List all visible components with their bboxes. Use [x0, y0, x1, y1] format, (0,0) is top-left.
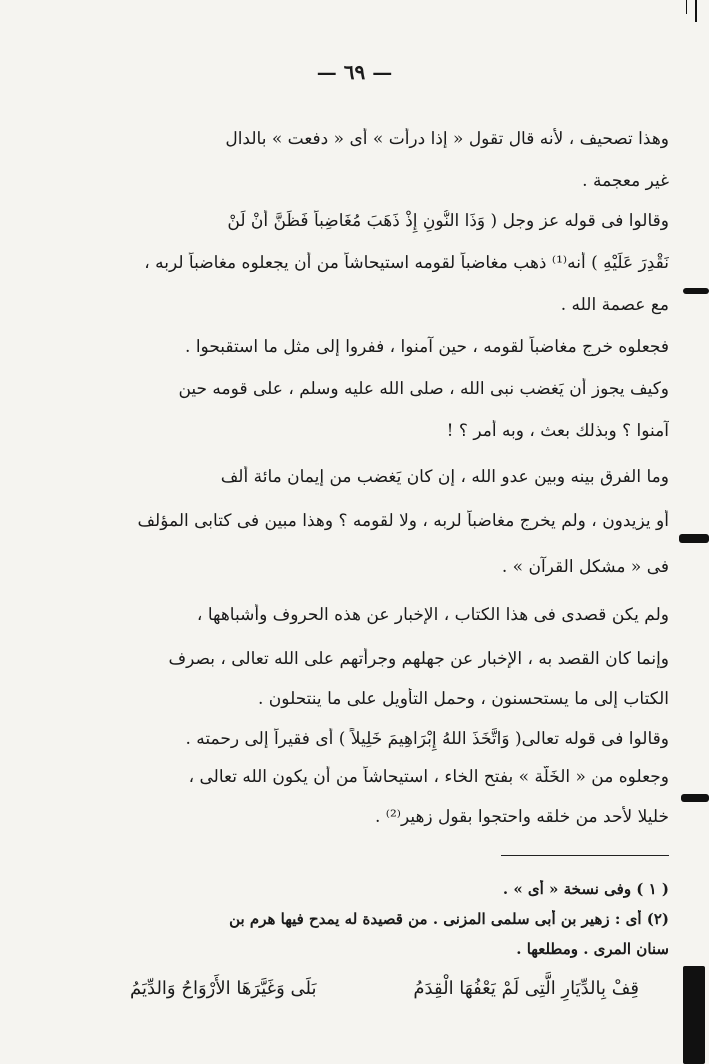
scan-mark: [686, 0, 687, 14]
text-line: وكيف يجوز أن يَغضب نبى الله ، صلى الله عليه وسلم ، على قومه حين: [178, 379, 669, 399]
text-line: وقالوا فى قوله تعالى( وَاتَّخَذَ اللهُ إِبْرَاهِيمَ خَلِيلاً ) أى فقيراً إلى رحمته .: [185, 729, 669, 749]
text-line: آمنوا ؟ وبذلك بعث ، وبه أمر ؟ !: [446, 421, 669, 441]
text-line: ولم يكن قصدى فى هذا الكتاب ، الإخبار عن هذه الحروف وأشباهها ،: [196, 605, 669, 625]
scan-mark: [679, 534, 709, 543]
text-line: فى « مشكل القرآن » .: [501, 557, 669, 577]
footnote-1: ( ١ ) وفى نسخة « أى » .: [502, 880, 669, 898]
text-line: مع عصمة الله .: [560, 295, 669, 315]
text-line: وجعلوه من « الخَلَّة » بفتح الخاء ، استيحاشاً من أن يكون الله تعالى ،: [188, 767, 669, 787]
footnote-2-continued: سنان المرى . ومطلعها .: [516, 940, 669, 958]
text-line: فجعلوه خرج مغاضباً لقومه ، حين آمنوا ، ففروا إلى مثل ما استقبحوا .: [185, 337, 669, 357]
page-number: — ٦٩ —: [316, 60, 393, 84]
text-line: وما الفرق بينه وبين عدو الله ، إن كان يَغضب من إيمان مائة ألف: [220, 467, 669, 487]
footnote-rule: [501, 855, 669, 856]
text-line: وهذا تصحيف ، لأنه قال تقول « إذا درأت » أى « دفعت » بالدال: [225, 129, 669, 149]
text-line: وقالوا فى قوله عز وجل ( وَذَا النُّونِ إِذْ ذَهَبَ مُغَاضِباً فَظَنَّ أَنْ لَنْ: [227, 211, 669, 231]
text-line: أو يزيدون ، ولم يخرج مغاضباً لربه ، ولا لقومه ؟ وهذا مبين فى كتابى المؤلف: [137, 511, 669, 531]
text-line: وإنما كان القصد به ، الإخبار عن جهلهم وجرأتهم على الله تعالى ، بصرف: [168, 649, 669, 669]
scan-mark: [695, 0, 697, 22]
text-line: خليلا لأحد من خلقه واحتجوا بقول زهير⁽²⁾ .: [374, 807, 669, 827]
text-line: الكتاب إلى ما يستحسنون ، وحمل التأويل على ما ينتحلون .: [258, 689, 669, 709]
scan-mark: [681, 794, 709, 802]
text-line: نَقْدِرَ عَلَيْهِ ) أنه⁽¹⁾ ذهب مغاضباً لقومه استيحاشاً من أن يجعلوه مغاضباً لربه ،: [144, 253, 669, 273]
verse-first-hemistich: قِفْ بِالدِّيَارِ الَّتِى لَمْ يَعْفُهَا الْقِدَمُ: [413, 978, 639, 999]
verse-second-hemistich: بَلَى وَغَيَّرَهَا الأَرْوَاحُ وَالدِّيَمُ: [130, 978, 317, 999]
footnote-2: (٢) أى : زهير بن أبى سلمى المزنى . من قصيدة له يمدح فيها هرم بن: [229, 910, 669, 928]
binding-edge: [683, 966, 705, 1064]
text-line: غير معجمة .: [582, 171, 669, 191]
scan-mark: [683, 288, 709, 294]
poem-verse: [130, 978, 639, 999]
